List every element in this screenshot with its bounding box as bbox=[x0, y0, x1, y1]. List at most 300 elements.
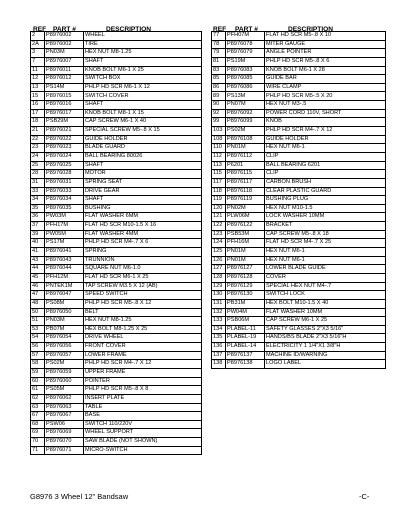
ref-cell: 53 bbox=[31, 325, 45, 334]
parts-row bbox=[31, 351, 202, 360]
description-header-left: DESCRIPTION bbox=[106, 26, 152, 33]
description-cell: GUIDE HOLDER bbox=[265, 135, 386, 144]
part-number-cell: P8976007 bbox=[45, 57, 84, 66]
parts-row bbox=[31, 127, 202, 136]
part-number-cell: PLABEL-19 bbox=[226, 334, 265, 343]
parts-row bbox=[212, 325, 386, 334]
part-number-cell: P8976138 bbox=[226, 360, 265, 369]
parts-row bbox=[31, 368, 202, 377]
part-number-cell: P8976025 bbox=[45, 161, 84, 170]
description-cell: POINTER bbox=[84, 377, 202, 386]
part-number-cell: P8976070 bbox=[45, 438, 84, 447]
parts-row bbox=[212, 248, 386, 257]
part-number-cell: P8976016 bbox=[45, 101, 84, 110]
parts-table-right bbox=[211, 31, 386, 369]
description-cell: SHAFT bbox=[84, 196, 202, 205]
parts-row bbox=[212, 282, 386, 291]
ref-cell: 92 bbox=[212, 109, 226, 118]
parts-row bbox=[212, 66, 386, 75]
part-number-cell: P8976117 bbox=[226, 178, 265, 187]
parts-row bbox=[212, 127, 386, 136]
description-cell: TRUNNION bbox=[84, 256, 202, 265]
ref-cell: 48 bbox=[31, 299, 45, 308]
ref-cell: 71 bbox=[31, 446, 45, 455]
ref-cell: 115 bbox=[212, 170, 226, 179]
description-cell: BUSHING PLUG bbox=[265, 196, 386, 205]
description-cell: FLAT HD SCR M4-.7 X 25 bbox=[265, 239, 386, 248]
parts-row bbox=[31, 170, 202, 179]
parts-row bbox=[31, 325, 202, 334]
ref-cell: 37 bbox=[31, 222, 45, 231]
ref-cell: 113 bbox=[212, 161, 226, 170]
part-number-cell: PS08M bbox=[45, 299, 84, 308]
part-number-cell: P8976050 bbox=[45, 308, 84, 317]
description-cell: PHLP HD SCR M5-.8 X 8 bbox=[84, 386, 202, 395]
part-number-cell: PW04M bbox=[226, 308, 265, 317]
part-number-cell: P8976021 bbox=[45, 127, 84, 136]
description-cell: DRIVE WHEEL bbox=[84, 334, 202, 343]
ref-cell: 138 bbox=[212, 360, 226, 369]
description-cell: HEX NUT M3-.5 bbox=[265, 101, 386, 110]
ref-cell: 18 bbox=[31, 118, 45, 127]
parts-row bbox=[31, 40, 202, 49]
ref-cell: 11 bbox=[31, 66, 45, 75]
part-number-cell: PLW06M bbox=[226, 213, 265, 222]
parts-row bbox=[31, 92, 202, 101]
parts-row bbox=[212, 291, 386, 300]
description-cell: TIRE bbox=[84, 40, 202, 49]
description-cell: CLIP bbox=[265, 152, 386, 161]
description-cell: LOGO LABEL bbox=[265, 360, 386, 369]
part-number-cell: P8976108 bbox=[226, 135, 265, 144]
part-number-cell: PS13M bbox=[226, 92, 265, 101]
ref-cell: 108 bbox=[212, 135, 226, 144]
ref-cell: 50 bbox=[31, 308, 45, 317]
part-number-cell: PFH12M bbox=[45, 273, 84, 282]
ref-cell: 51 bbox=[31, 317, 45, 326]
parts-list-right bbox=[211, 31, 386, 369]
ref-cell: 123 bbox=[212, 230, 226, 239]
ref-cell: 77 bbox=[212, 32, 226, 41]
ref-header-left: REF bbox=[33, 26, 47, 33]
parts-row bbox=[212, 204, 386, 213]
ref-cell: 22 bbox=[31, 135, 45, 144]
ref-cell: 131 bbox=[212, 299, 226, 308]
part-number-cell: PFH16M bbox=[226, 239, 265, 248]
parts-row bbox=[212, 222, 386, 231]
parts-row bbox=[212, 317, 386, 326]
parts-row bbox=[31, 420, 202, 429]
part-number-cell: P8976119 bbox=[226, 196, 265, 205]
parts-row bbox=[31, 178, 202, 187]
ref-cell: 61 bbox=[31, 386, 45, 395]
description-cell: PHLP HD SCR M6-1 X 12 bbox=[84, 83, 202, 92]
description-cell: PHLP HD SCR M4-.7 X 12 bbox=[265, 127, 386, 136]
parts-row bbox=[212, 75, 386, 84]
ref-cell: 31 bbox=[31, 178, 45, 187]
parts-row bbox=[212, 351, 386, 360]
parts-row bbox=[31, 412, 202, 421]
description-cell: CLEAR PLASTIC GUARD bbox=[265, 187, 386, 196]
part-number-cell: P8976062 bbox=[45, 394, 84, 403]
part-number-cell: P8976115 bbox=[226, 170, 265, 179]
parts-row bbox=[31, 282, 202, 291]
ref-cell: 112 bbox=[212, 152, 226, 161]
parts-row bbox=[31, 144, 202, 153]
ref-cell: 2A bbox=[31, 40, 45, 49]
ref-cell: 67 bbox=[31, 412, 45, 421]
ref-cell: 44 bbox=[31, 265, 45, 274]
ref-cell: 136 bbox=[212, 343, 226, 352]
ref-cell: 86 bbox=[212, 83, 226, 92]
description-cell: SHAFT bbox=[84, 161, 202, 170]
parts-row bbox=[31, 273, 202, 282]
description-cell: GUIDE HOLDER bbox=[84, 135, 202, 144]
part-number-cell: P8976079 bbox=[226, 49, 265, 58]
description-cell: HEX NUT M6-1 bbox=[265, 248, 386, 257]
part-number-cell: PSW06 bbox=[45, 420, 84, 429]
description-cell: SPRING SEAT bbox=[84, 178, 202, 187]
part-number-cell: PW03M bbox=[45, 213, 84, 222]
ref-cell: 83 bbox=[212, 66, 226, 75]
parts-row bbox=[212, 49, 386, 58]
description-cell: WHEEL bbox=[84, 32, 202, 41]
parts-row bbox=[31, 66, 202, 75]
ref-cell: 12 bbox=[31, 75, 45, 84]
ref-cell: 135 bbox=[212, 334, 226, 343]
description-cell: BELT bbox=[84, 308, 202, 317]
parts-row bbox=[31, 135, 202, 144]
part-number-cell: P8976122 bbox=[226, 222, 265, 231]
part-number-cell: P8976127 bbox=[226, 265, 265, 274]
parts-row bbox=[31, 204, 202, 213]
parts-row bbox=[31, 230, 202, 239]
description-cell: KNOB bbox=[265, 118, 386, 127]
description-cell: BALL BEARING 6201 bbox=[265, 161, 386, 170]
ref-cell: 2 bbox=[31, 32, 45, 41]
footer-page-label: -C- bbox=[359, 492, 370, 501]
part-number-cell: PLABEL-11 bbox=[226, 325, 265, 334]
part-number-cell: P8976129 bbox=[226, 282, 265, 291]
part-number-cell: P8976085 bbox=[226, 75, 265, 84]
ref-cell: 47 bbox=[31, 291, 45, 300]
ref-cell: 126 bbox=[212, 256, 226, 265]
part-number-cell: P8976112 bbox=[226, 152, 265, 161]
part-number-cell: PS17M bbox=[45, 239, 84, 248]
description-cell: DRIVE GEAR bbox=[84, 187, 202, 196]
parts-row bbox=[212, 40, 386, 49]
description-cell: WHEEL SUPPORT bbox=[84, 429, 202, 438]
part-number-cell: P8976017 bbox=[45, 109, 84, 118]
ref-cell: 81 bbox=[212, 57, 226, 66]
parts-row bbox=[212, 83, 386, 92]
ref-cell: 85 bbox=[212, 75, 226, 84]
parts-row bbox=[212, 334, 386, 343]
description-cell: BRACKET bbox=[265, 222, 386, 231]
description-cell: HEX NUT M8-1.25 bbox=[84, 49, 202, 58]
part-number-cell: P8976031 bbox=[45, 178, 84, 187]
parts-row bbox=[31, 49, 202, 58]
ref-cell: 117 bbox=[212, 178, 226, 187]
description-cell: SAW BLADE (NOT SHOWN) bbox=[84, 438, 202, 447]
ref-cell: 119 bbox=[212, 196, 226, 205]
description-cell: TAP SCREW M3.5 X 12 (AB) bbox=[84, 282, 202, 291]
part-number-cell: P8976022 bbox=[45, 135, 84, 144]
ref-cell: 90 bbox=[212, 101, 226, 110]
part-number-cell: PB31M bbox=[226, 299, 265, 308]
description-cell: CARBON BRUSH bbox=[265, 178, 386, 187]
ref-cell: 60 bbox=[31, 377, 45, 386]
part-number-cell: PSB06M bbox=[226, 317, 265, 326]
part-header-right: PART # bbox=[235, 26, 258, 33]
description-cell: UPPER FRAME bbox=[84, 368, 202, 377]
part-number-cell: P8976086 bbox=[226, 83, 265, 92]
part-number-cell: PNTEK1M bbox=[45, 282, 84, 291]
description-cell: SAFETY GLASSES 2"X3 5/16" bbox=[265, 325, 386, 334]
parts-row bbox=[212, 57, 386, 66]
part-number-cell: P8976002 bbox=[45, 40, 84, 49]
parts-row bbox=[31, 118, 202, 127]
ref-cell: 58 bbox=[31, 360, 45, 369]
ref-cell: 78 bbox=[212, 40, 226, 49]
part-number-cell: P8976044 bbox=[45, 265, 84, 274]
parts-row bbox=[31, 32, 202, 41]
description-cell: BLADE GUARD bbox=[84, 144, 202, 153]
description-cell: FLAT WASHER 10MM bbox=[265, 308, 386, 317]
parts-table-left bbox=[30, 31, 202, 455]
parts-row bbox=[31, 429, 202, 438]
ref-cell: 54 bbox=[31, 334, 45, 343]
parts-row bbox=[31, 83, 202, 92]
part-number-cell: P8976128 bbox=[226, 273, 265, 282]
ref-cell: 110 bbox=[212, 144, 226, 153]
part-number-cell: P8976130 bbox=[226, 291, 265, 300]
ref-cell: 39 bbox=[31, 230, 45, 239]
description-cell: PHLP HD SCR M4-.7 X 12 bbox=[84, 360, 202, 369]
ref-cell: 46 bbox=[31, 282, 45, 291]
parts-row bbox=[31, 446, 202, 455]
description-cell: FLAT WASHER 4MM bbox=[84, 230, 202, 239]
ref-cell: 127 bbox=[212, 265, 226, 274]
ref-cell: 130 bbox=[212, 291, 226, 300]
parts-row bbox=[212, 308, 386, 317]
parts-row bbox=[31, 317, 202, 326]
description-cell: PHLP HD SCR M5-.5 X 20 bbox=[265, 92, 386, 101]
ref-cell: 21 bbox=[31, 127, 45, 136]
description-cell: FRONT COVER bbox=[84, 343, 202, 352]
part-number-cell: P8976012 bbox=[45, 75, 84, 84]
description-cell: KNOB BOLT M6-1 X 28 bbox=[265, 66, 386, 75]
parts-row bbox=[212, 239, 386, 248]
description-cell: MICRO-SWITCH bbox=[84, 446, 202, 455]
description-cell: HEX NUT M6-1 bbox=[265, 144, 386, 153]
parts-row bbox=[31, 222, 202, 231]
parts-row bbox=[31, 265, 202, 274]
parts-row bbox=[212, 343, 386, 352]
parts-row bbox=[212, 152, 386, 161]
ref-cell: 56 bbox=[31, 343, 45, 352]
part-number-cell: P8976092 bbox=[226, 109, 265, 118]
ref-cell: 41 bbox=[31, 248, 45, 257]
parts-row bbox=[31, 256, 202, 265]
part-number-cell: PS05M bbox=[45, 386, 84, 395]
ref-cell: 121 bbox=[212, 213, 226, 222]
ref-cell: 24 bbox=[31, 152, 45, 161]
description-cell: POWER CORD 110V, SHORT bbox=[265, 109, 386, 118]
ref-cell: 62 bbox=[31, 394, 45, 403]
part-number-cell: P8976015 bbox=[45, 92, 84, 101]
ref-cell: 128 bbox=[212, 273, 226, 282]
description-cell: CAP SCREW M5-.8 X 18 bbox=[265, 230, 386, 239]
description-cell: BUSHING bbox=[84, 204, 202, 213]
ref-cell: 69 bbox=[31, 429, 45, 438]
part-number-cell: P8976069 bbox=[45, 429, 84, 438]
ref-cell: 132 bbox=[212, 308, 226, 317]
ref-cell: 103 bbox=[212, 127, 226, 136]
part-number-cell: P8976011 bbox=[45, 66, 84, 75]
description-cell: SQUARE NUT M6-1.0 bbox=[84, 265, 202, 274]
part-number-cell: P8976024 bbox=[45, 152, 84, 161]
ref-cell: 3 bbox=[31, 49, 45, 58]
part-number-cell: PN01M bbox=[226, 248, 265, 257]
part-number-cell: PN02M bbox=[226, 204, 265, 213]
description-cell: SPECIAL SCREW M5-.8 X 15 bbox=[84, 127, 202, 136]
description-cell: FLAT HD SCR M5-.8 X 10 bbox=[265, 32, 386, 41]
part-number-cell: PSB29M bbox=[45, 118, 84, 127]
part-number-cell: P8976047 bbox=[45, 291, 84, 300]
ref-cell: 36 bbox=[31, 213, 45, 222]
description-header-right: DESCRIPTION bbox=[288, 26, 334, 33]
description-cell: HEX BOLT M10-1.5 X 40 bbox=[265, 299, 386, 308]
description-cell: SPECIAL HEX NUT M4-.7 bbox=[265, 282, 386, 291]
description-cell: FLAT WASHER 6MM bbox=[84, 213, 202, 222]
description-cell: MOTOR bbox=[84, 170, 202, 179]
part-number-cell: P8976067 bbox=[45, 412, 84, 421]
parts-row bbox=[212, 273, 386, 282]
ref-cell: 125 bbox=[212, 248, 226, 257]
description-cell: HEX BOLT M8-1.25 X 25 bbox=[84, 325, 202, 334]
part-number-cell: P8976056 bbox=[45, 343, 84, 352]
description-cell: ANGLE POINTER bbox=[265, 49, 386, 58]
ref-cell: 17 bbox=[31, 109, 45, 118]
part-number-cell: P8976099 bbox=[226, 118, 265, 127]
ref-cell: 34 bbox=[31, 196, 45, 205]
part-number-cell: PS14M bbox=[45, 83, 84, 92]
description-cell: SHAFT bbox=[84, 101, 202, 110]
parts-row bbox=[212, 161, 386, 170]
parts-row bbox=[31, 403, 202, 412]
ref-cell: 57 bbox=[31, 351, 45, 360]
parts-row bbox=[212, 213, 386, 222]
description-cell: SPEED SWITCH bbox=[84, 291, 202, 300]
part-number-cell: P8976057 bbox=[45, 351, 84, 360]
parts-row bbox=[31, 196, 202, 205]
parts-row bbox=[212, 256, 386, 265]
ref-cell: 129 bbox=[212, 282, 226, 291]
description-cell: WIRE CLAMP bbox=[265, 83, 386, 92]
parts-row bbox=[212, 170, 386, 179]
parts-row bbox=[31, 299, 202, 308]
parts-row bbox=[31, 109, 202, 118]
parts-row bbox=[31, 394, 202, 403]
part-number-cell: P8976054 bbox=[45, 334, 84, 343]
parts-row bbox=[31, 334, 202, 343]
parts-row bbox=[31, 438, 202, 447]
footer-model-title: G8976 3 Wheel 12" Bandsaw bbox=[30, 492, 129, 501]
parts-row bbox=[31, 377, 202, 386]
parts-row bbox=[31, 291, 202, 300]
description-cell: INSERT PLATE bbox=[84, 394, 202, 403]
part-number-cell: P8976035 bbox=[45, 204, 84, 213]
part-number-cell: P8976137 bbox=[226, 351, 265, 360]
parts-row bbox=[31, 57, 202, 66]
ref-cell: 120 bbox=[212, 204, 226, 213]
parts-row bbox=[212, 265, 386, 274]
description-cell: FLAT HD SCR M6-1 X 25 bbox=[84, 273, 202, 282]
parts-row bbox=[212, 32, 386, 41]
description-cell: HEX NUT M8-1.25 bbox=[84, 317, 202, 326]
description-cell: ELECTRICITY 1 1/4"X1 3/8"H bbox=[265, 343, 386, 352]
ref-cell: 28 bbox=[31, 170, 45, 179]
ref-cell: 134 bbox=[212, 325, 226, 334]
description-cell: PHLP HD SCR M5-.8 X 6 bbox=[265, 57, 386, 66]
parts-row bbox=[212, 230, 386, 239]
ref-cell: 99 bbox=[212, 118, 226, 127]
description-cell: CAP SCREW M6-1 X 40 bbox=[84, 118, 202, 127]
parts-row bbox=[212, 144, 386, 153]
part-number-cell: PS02M bbox=[45, 360, 84, 369]
description-cell: HANDS/BS BLADE 2"X3 5/16"H bbox=[265, 334, 386, 343]
ref-cell: 40 bbox=[31, 239, 45, 248]
part-number-cell: P8976083 bbox=[226, 66, 265, 75]
description-cell: COVER bbox=[265, 273, 386, 282]
ref-cell: 124 bbox=[212, 239, 226, 248]
part-number-cell: P8976028 bbox=[45, 170, 84, 179]
part-number-cell: P8976023 bbox=[45, 144, 84, 153]
ref-cell: 59 bbox=[31, 368, 45, 377]
description-cell: CLIP bbox=[265, 170, 386, 179]
description-cell: BALL BEARING 80026 bbox=[84, 152, 202, 161]
description-cell: SWITCH LOCK bbox=[265, 291, 386, 300]
part-number-cell: PS02M bbox=[226, 127, 265, 136]
part-number-cell: PW05M bbox=[45, 230, 84, 239]
ref-cell: 89 bbox=[212, 92, 226, 101]
ref-cell: 79 bbox=[212, 49, 226, 58]
ref-cell: 43 bbox=[31, 256, 45, 265]
part-number-cell: PN01M bbox=[226, 144, 265, 153]
ref-cell: 13 bbox=[31, 83, 45, 92]
description-cell: SWITCH BOX bbox=[84, 75, 202, 84]
part-header-left: PART # bbox=[53, 26, 76, 33]
parts-row bbox=[31, 360, 202, 369]
description-cell: HEX NUT M6-1 bbox=[265, 256, 386, 265]
ref-cell: 137 bbox=[212, 351, 226, 360]
parts-row bbox=[31, 75, 202, 84]
ref-cell: 118 bbox=[212, 187, 226, 196]
part-number-cell: PSB53M bbox=[226, 230, 265, 239]
parts-row bbox=[31, 386, 202, 395]
parts-row bbox=[31, 152, 202, 161]
parts-row bbox=[212, 360, 386, 369]
parts-row bbox=[31, 343, 202, 352]
parts-row bbox=[212, 299, 386, 308]
part-number-cell: PFH17M bbox=[45, 222, 84, 231]
parts-row bbox=[212, 178, 386, 187]
part-number-cell: P8976071 bbox=[45, 446, 84, 455]
parts-row bbox=[31, 187, 202, 196]
description-cell: LOCK WASHER 10MM bbox=[265, 213, 386, 222]
parts-row bbox=[212, 118, 386, 127]
